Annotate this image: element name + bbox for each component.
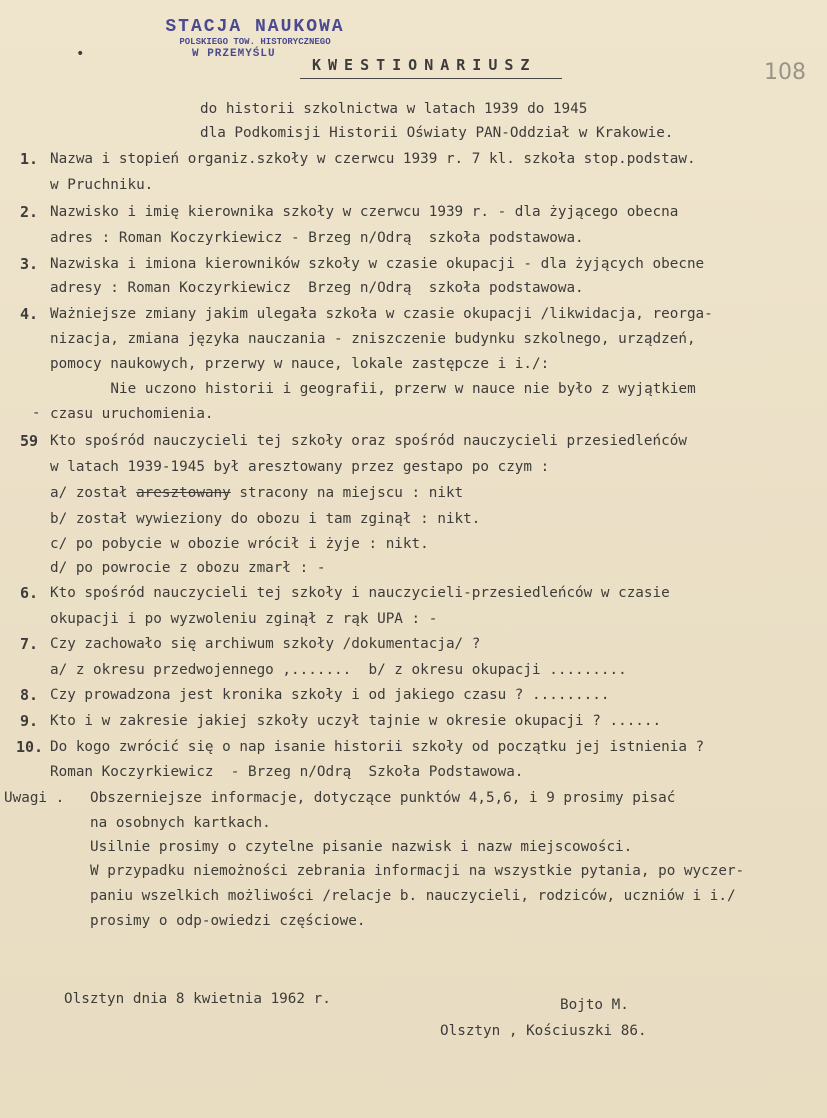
subtitle-line-2: dla Podkomisji Historii Oświaty PAN-Oddział w Krakowie.	[200, 125, 674, 141]
remarks-line-1: Obszerniejsze informacje, dotyczące punktów 4,5,6, i 9 prosimy pisać	[90, 790, 676, 806]
item-3-number: 3.	[20, 255, 39, 273]
remarks-line-6: prosimy o odp-owiedzi częściowe.	[90, 913, 366, 929]
page-number: 108	[764, 60, 806, 85]
item-4-line-1: Ważniejsze zmiany jakim ulegała szkoła w czasie okupacji /likwidacja, reorga-	[50, 306, 713, 322]
item-4-line-2: nizacja, zmiana języka nauczania - zniszczenie budynku szkolnego, urządzeń,	[50, 331, 696, 347]
stray-mark: -	[32, 405, 41, 421]
item-1-line-2: w Pruchniku.	[50, 177, 154, 193]
item-5-option-c: c/ po pobycie w obozie wrócił i żyje : nikt.	[50, 536, 429, 552]
item-1-line-1: Nazwa i stopień organiz.szkoły w czerwcu 1939 r. 7 kl. szkoła stop.podstaw.	[50, 151, 696, 167]
item-7-line-2: a/ z okresu przedwojennego ,....... b/ z okresu okupacji .........	[50, 662, 627, 678]
signature-name: Bojto M.	[560, 997, 629, 1013]
remarks-line-2: na osobnych kartkach.	[90, 815, 271, 831]
document-title: KWESTIONARIUSZ	[312, 56, 537, 74]
institution-stamp	[140, 18, 370, 60]
item-6-number: 6.	[20, 584, 39, 602]
item-7-line-1: Czy zachowało się archiwum szkoły /dokumentacja/ ?	[50, 636, 481, 652]
stamp-line-3: W PRZEMYŚLU	[192, 48, 276, 60]
item-10-line-1: Do kogo zwrócić się o nap isanie historii szkoły od początku jej istnienia ?	[50, 739, 705, 755]
dot-mark: •	[76, 46, 85, 62]
item-5-option-d: d/ po powrocie z obozu zmarł : -	[50, 560, 326, 576]
item-9-number: 9.	[20, 712, 39, 730]
item-4-number: 4.	[20, 305, 39, 323]
remarks-line-4: W przypadku niemożności zebrania informacji na wszystkie pytania, po wyczer-	[90, 863, 745, 879]
item-5-option-a: a/ został aresztowany stracony na miejscu : nikt	[50, 485, 464, 501]
item-6-line-2: okupacji i po wyzwoleniu zginął z rąk UPA : -	[50, 611, 438, 627]
item-5-line-1: Kto spośród nauczycieli tej szkoły oraz spośród nauczycieli przesiedleńców	[50, 433, 687, 449]
struck-word: aresztowany	[136, 485, 231, 501]
subtitle-line-1: do historii szkolnictwa w latach 1939 do 1945	[200, 101, 588, 117]
item-4-answer: Nie uczono historii i geografii, przerw w nauce nie było z wyjątkiem	[76, 381, 696, 397]
item-10-number: 10.	[16, 738, 44, 756]
item-3-line-2: adresy : Roman Koczyrkiewicz Brzeg n/Odrą szkoła podstawowa.	[50, 280, 584, 296]
item-2-line-2: adres : Roman Koczyrkiewicz - Brzeg n/Odrą szkoła podstawowa.	[50, 230, 584, 246]
item-2-number: 2.	[20, 203, 39, 221]
item-9-line-1: Kto i w zakresie jakiej szkoły uczył tajnie w okresie okupacji ? ......	[50, 713, 662, 729]
item-5-line-2: w latach 1939-1945 był aresztowany przez gestapo po czym :	[50, 459, 550, 475]
item-8-line-1: Czy prowadzona jest kronika szkoły i od jakiego czasu ? .........	[50, 687, 610, 703]
item-4-answer-cont: czasu uruchomienia.	[50, 406, 214, 422]
item-10-line-2: Roman Koczyrkiewicz - Brzeg n/Odrą Szkoła Podstawowa.	[50, 764, 524, 780]
item-2-line-1: Nazwisko i imię kierownika szkoły w czerwcu 1939 r. - dla żyjącego obecna	[50, 204, 679, 220]
title-underline	[300, 78, 562, 79]
remarks-label: Uwagi .	[4, 790, 65, 806]
remarks-line-5: paniu wszelkich możliwości /relacje b. nauczycieli, rodziców, uczniów i i./	[90, 888, 736, 904]
item-4-line-3: pomocy naukowych, przerwy w nauce, lokale zastępcze i i./:	[50, 356, 550, 372]
item-8-number: 8.	[20, 686, 39, 704]
item-7-number: 7.	[20, 635, 39, 653]
stamp-line-1: STACJA NAUKOWA	[165, 17, 345, 37]
item-1-number: 1.	[20, 150, 39, 168]
stamp-line-2: POLSKIEGO TOW. HISTORYCZNEGO	[179, 37, 331, 47]
item-6-line-1: Kto spośród nauczycieli tej szkoły i nauczycieli-przesiedleńców w czasie	[50, 585, 670, 601]
item-5-number: 59	[20, 432, 39, 450]
signature-address: Olsztyn , Kościuszki 86.	[440, 1023, 647, 1039]
remarks-line-3: Usilnie prosimy o czytelne pisanie nazwisk i nazw miejscowości.	[90, 839, 633, 855]
item-3-line-1: Nazwiska i imiona kierowników szkoły w czasie okupacji - dla żyjących obecne	[50, 256, 705, 272]
place-and-date: Olsztyn dnia 8 kwietnia 1962 r.	[64, 991, 331, 1007]
item-5-option-b: b/ został wywieziony do obozu i tam zginął : nikt.	[50, 511, 481, 527]
